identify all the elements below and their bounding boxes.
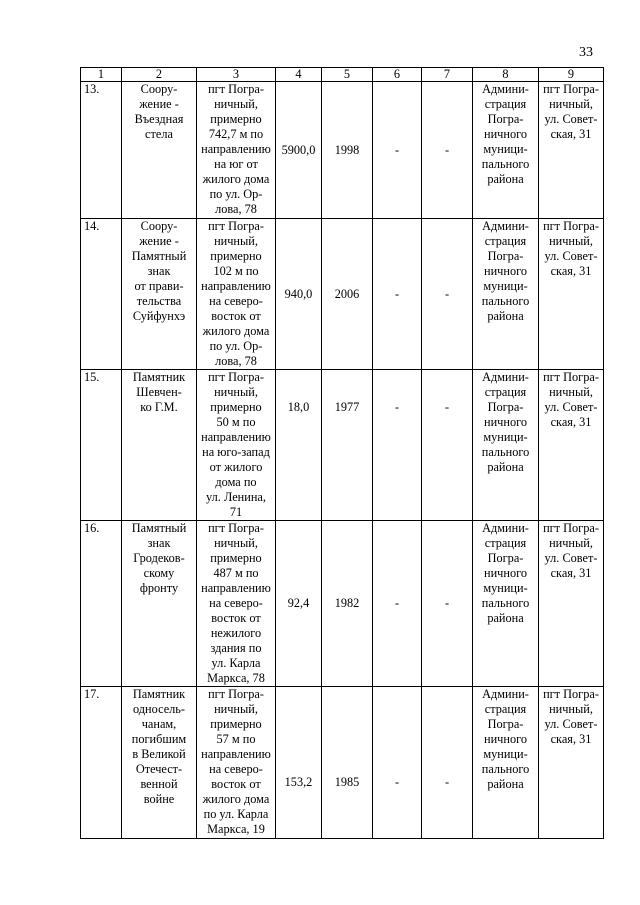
table-row xyxy=(81,687,604,839)
object-location: пгт Погра- ничный, примерно 487 м по направлению на северо- восток от нежилого здания по ул. Карла Маркса, 78 xyxy=(197,521,276,687)
row-number: 13. xyxy=(81,82,122,219)
row-number: 17. xyxy=(81,687,122,839)
object-area: 153,2 xyxy=(276,687,322,839)
column-6-value: - xyxy=(373,219,422,370)
object-name: Памятный знак Гродеков- скому фронту xyxy=(122,521,197,687)
object-location: пгт Погра- ничный, примерно 102 м по направлению на северо- восток от жилого дома по ул. Ор- лова, 78 xyxy=(197,219,276,370)
column-7-value: - xyxy=(422,687,473,839)
page-number: 33 xyxy=(579,45,593,60)
object-name: Памятник Шевчен- ко Г.М. xyxy=(122,370,197,521)
object-year: 1982 xyxy=(322,521,373,687)
object-year: 2006 xyxy=(322,219,373,370)
column-header: 1 xyxy=(81,68,122,82)
object-area: 940,0 xyxy=(276,219,322,370)
owner-address: пгт Погра- ничный, ул. Совет- ская, 31 xyxy=(539,82,604,219)
column-header: 2 xyxy=(122,68,197,82)
table-row xyxy=(81,82,604,219)
row-number: 16. xyxy=(81,521,122,687)
object-owner: Админи- страция Погра- ничного муници- пального района xyxy=(473,219,539,370)
object-area: 5900,0 xyxy=(276,82,322,219)
column-header: 4 xyxy=(276,68,322,82)
column-6-value: - xyxy=(373,521,422,687)
column-7-value: - xyxy=(422,219,473,370)
object-area: 92,4 xyxy=(276,521,322,687)
object-name: Соору- жение - Памятный знак от прави- тельства Суйфунхэ xyxy=(122,219,197,370)
object-owner: Админи- страция Погра- ничного муници- пального района xyxy=(473,82,539,219)
table-row xyxy=(81,219,604,370)
column-6-value: - xyxy=(373,82,422,219)
registry-table xyxy=(80,67,604,839)
object-year: 1977 xyxy=(322,370,373,521)
table-header-row xyxy=(81,68,604,82)
column-header: 9 xyxy=(539,68,604,82)
column-6-value: - xyxy=(373,687,422,839)
column-7-value: - xyxy=(422,370,473,521)
owner-address: пгт Погра- ничный, ул. Совет- ская, 31 xyxy=(539,219,604,370)
owner-address: пгт Погра- ничный, ул. Совет- ская, 31 xyxy=(539,687,604,839)
column-header: 3 xyxy=(197,68,276,82)
object-owner: Админи- страция Погра- ничного муници- пального района xyxy=(473,370,539,521)
column-header: 6 xyxy=(373,68,422,82)
column-7-value: - xyxy=(422,82,473,219)
column-7-value: - xyxy=(422,521,473,687)
row-number: 15. xyxy=(81,370,122,521)
column-header: 7 xyxy=(422,68,473,82)
column-header: 5 xyxy=(322,68,373,82)
table-row xyxy=(81,521,604,687)
owner-address: пгт Погра- ничный, ул. Совет- ская, 31 xyxy=(539,521,604,687)
table-row xyxy=(81,370,604,521)
owner-address: пгт Погра- ничный, ул. Совет- ская, 31 xyxy=(539,370,604,521)
object-owner: Админи- страция Погра- ничного муници- пального района xyxy=(473,521,539,687)
object-year: 1985 xyxy=(322,687,373,839)
column-header: 8 xyxy=(473,68,539,82)
object-name: Соору- жение - Въездная стела xyxy=(122,82,197,219)
object-location: пгт Погра- ничный, примерно 742,7 м по направлению на юг от жилого дома по ул. Ор- лова, 78 xyxy=(197,82,276,219)
object-location: пгт Погра- ничный, примерно 50 м по направлению на юго-запад от жилого дома по ул. Ленина, 71 xyxy=(197,370,276,521)
column-6-value: - xyxy=(373,370,422,521)
object-name: Памятник односель- чанам, погибшим в Великой Отечест- венной войне xyxy=(122,687,197,839)
object-year: 1998 xyxy=(322,82,373,219)
row-number: 14. xyxy=(81,219,122,370)
object-owner: Админи- страция Погра- ничного муници- пального района xyxy=(473,687,539,839)
object-location: пгт Погра- ничный, примерно 57 м по направлению на северо- восток от жилого дома по ул. Карла Маркса, 19 xyxy=(197,687,276,839)
object-area: 18,0 xyxy=(276,370,322,521)
